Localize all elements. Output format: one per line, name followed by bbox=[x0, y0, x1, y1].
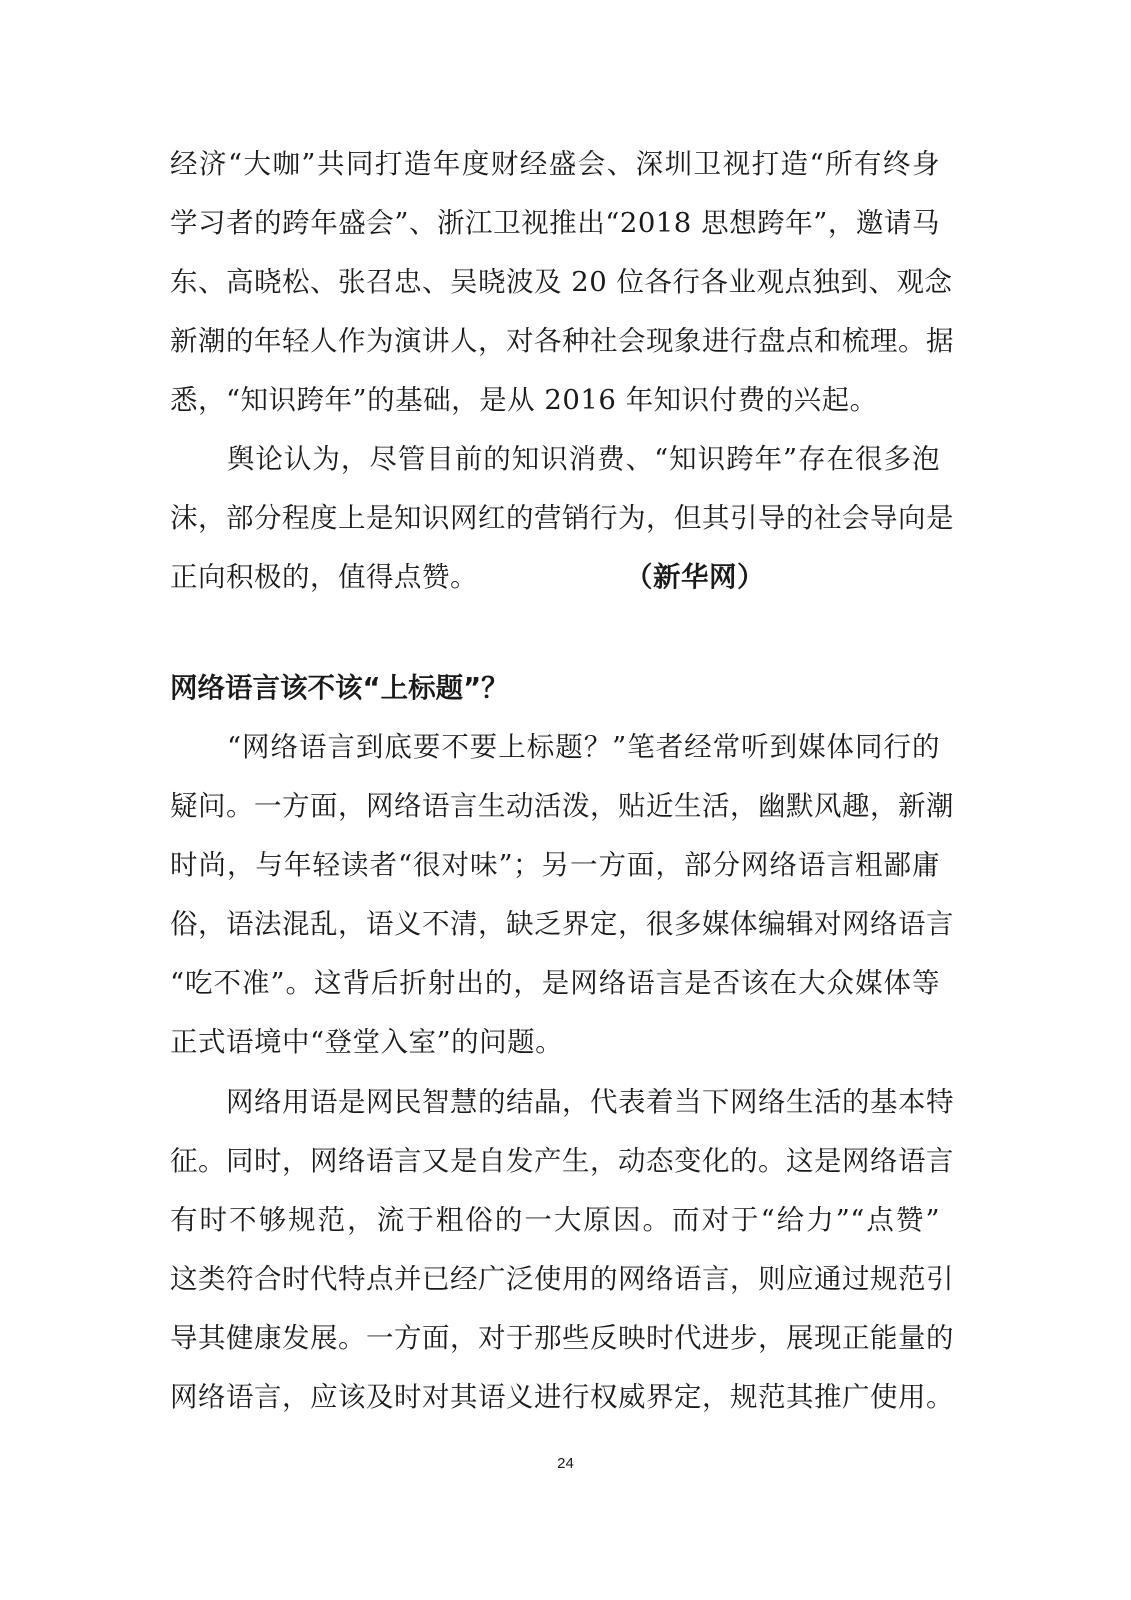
text-line: 网络用语是网民智慧的结晶，代表着当下网络生活的基本特 bbox=[170, 1086, 954, 1118]
text-line: 这类符合时代特点并已经广泛使用的网络语言，则应通过规范引 bbox=[170, 1263, 954, 1295]
text-line: 舆论认为，尽管目前的知识消费、“知识跨年”存在很多泡 bbox=[170, 443, 940, 475]
text-line: 悉，“知识跨年”的基础，是从 2016 年知识付费的兴起。 bbox=[170, 384, 878, 416]
text-line: 疑问。一方面，网络语言生动活泼，贴近生活，幽默风趣，新潮 bbox=[170, 790, 954, 822]
text-line: “吃不准”。这背后折射出的，是网络语言是否该在大众媒体等 bbox=[170, 967, 940, 999]
text-line: 经济“大咖”共同打造年度财经盛会、深圳卫视打造“所有终身 bbox=[170, 148, 940, 180]
text-line bbox=[170, 557, 940, 597]
page-number: 24 bbox=[557, 1455, 574, 1472]
text-line: 学习者的跨年盛会”、浙江卫视推出“2018 思想跨年”，邀请马 bbox=[170, 207, 940, 239]
text-line: 网络语言，应该及时对其语义进行权威界定，规范其推广使用。 bbox=[170, 1381, 954, 1413]
source-attribution: （新华网） bbox=[625, 561, 765, 593]
text-line: 新潮的年轻人作为演讲人，对各种社会现象进行盘点和梳理。据 bbox=[170, 325, 954, 357]
text-line: 沫，部分程度上是知识网红的营销行为，但其引导的社会导向是 bbox=[170, 502, 954, 534]
text-line: 时尚，与年轻读者“很对味”；另一方面，部分网络语言粗鄙庸 bbox=[170, 849, 940, 881]
text-line: 导其健康发展。一方面，对于那些反映时代进步，展现正能量的 bbox=[170, 1322, 954, 1354]
text-line: 正式语境中“登堂入室”的问题。 bbox=[170, 1026, 564, 1058]
text-line: 征。同时，网络语言又是自发产生，动态变化的。这是网络语言 bbox=[170, 1145, 954, 1177]
text-line: 俗，语法混乱，语义不清，缺乏界定，很多媒体编辑对网络语言 bbox=[170, 908, 954, 940]
section-heading: 网络语言该不该“上标题”？ bbox=[170, 672, 509, 704]
text-line: “网络语言到底要不要上标题？”笔者经常听到媒体同行的 bbox=[170, 731, 940, 763]
text-line: 有时不够规范，流于粗俗的一大原因。而对于“给力”“点赞” bbox=[170, 1204, 940, 1236]
text-line-content: 正向积极的，值得点赞。 bbox=[170, 561, 478, 593]
text-line: 东、高晓松、张召忠、吴晓波及 20 位各行各业观点独到、观念 bbox=[170, 266, 953, 298]
